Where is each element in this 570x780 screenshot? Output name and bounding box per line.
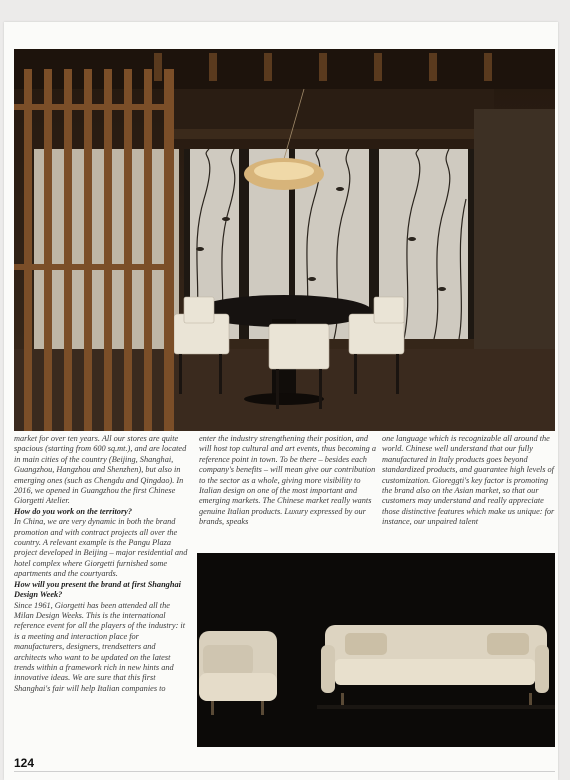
paragraph: In China, we are very dynamic in both the brand promotion and with contract projects all over the country. A relevant example is the Pangu Plaza project developed in Beijing – major residential and hotel complex where Giorgetti furnished some apartments and the courtyards. [14,517,188,579]
dining-room-illustration [14,49,555,431]
dining-room-photo [14,49,555,431]
interview-question: How do you work on the territory? [14,506,133,516]
footer-rule [14,771,555,772]
text-column-3 [382,434,560,528]
interview-question: How will you present the brand at first Shanghai Design Week? [14,579,181,600]
page-number: 124 [14,756,35,770]
sofa-photo [197,553,555,747]
text-column-2 [199,434,377,528]
magazine-page [4,22,558,780]
paragraph: market for over ten years. All our stores are quite spacious (starting from 600 sq.mt.), and are located in main cities of the country (Beijing, Shanghai, Guangzhou, Hangzhou and Shenzhen), but also in emerging ones (such as Chengdu and Qingdao). In 2016, we opened in Guangzhou the first Chinese Giorgetti Atelier. [14,434,187,506]
sofa-illustration [197,553,555,747]
paragraph: Since 1961, Giorgetti has been attended all the Milan Design Weeks. This is the international reference event for all the players of the industry: it is a meeting and interaction place for manufacturers, designers, trendsetters and architects who want to be updated on the latest trends within a framework rich in new hints and innovative ideas. We are sure that this first Shanghai's fair will help Italian companies to [14,600,186,693]
paragraph: enter the industry strengthening their position, and will host top cultural and art events, thus becoming a reference point in town. To be there – besides each company's benefits – will mean give our contribution to the sector as a whole, giving more visibility to Italian design on one of the most important and emerging markets. The Chinese market really wants genuine Italian products. Luxury expressed by our brands, speaks [199,434,376,527]
text-column-1 [14,434,190,694]
paragraph: one language which is recognizable all around the world. Chinese well understand that our fully manufactured in Italy products goes beyond standardized products, and guarantee high levels of customization. Gioreggti's key factor is promoting the brand also on the Asian market, so that our customers may understand and really appreciate those distinctive features which make us unique: for instance, our unpaired talent [382,434,555,527]
